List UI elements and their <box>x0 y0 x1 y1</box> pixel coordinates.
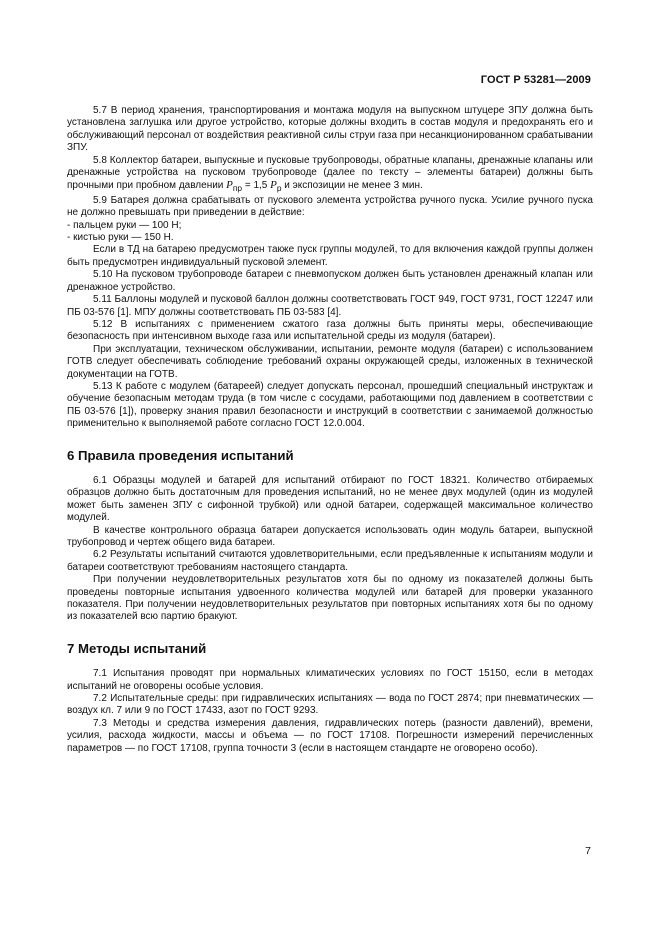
paragraph: 5.11 Баллоны модулей и пусковой баллон должны соответствовать ГОСТ 949, ГОСТ 9731, ГОСТ 12247 или ПБ 03-576 [1]. МПУ должны соответствовать ПБ 03-583 [4]. <box>67 294 593 318</box>
paragraph: 6.1 Образцы модулей и батарей для испытаний отбирают по ГОСТ 18321. Количество отбираемых образцов должно быть достаточным для проведения испытаний, но не менее двух модулей (один из модулей может быть заменен ЗПУ с сифонной трубкой) или одной батареи, содержащей максимальное количество модулей. <box>67 474 593 524</box>
paragraph: 5.9 Батарея должна срабатывать от пускового элемента устройства ручного пуска. Усилие ручного пуска не должно превышать при приведении в действие: <box>67 194 593 219</box>
paragraph: 5.10 На пусковом трубопроводе батареи с пневмопуском должен быть установлен дренажный клапан или дренажное устройство. <box>67 269 593 293</box>
var-p: Р <box>270 179 277 192</box>
list-item: - кистью руки — 150 Н. <box>67 232 174 244</box>
paragraph: 7.1 Испытания проводят при нормальных климатических условиях по ГОСТ 15150, если в методах испытаний не оговорены особые условия. <box>67 668 593 692</box>
paragraph: Если в ТД на батарею предусмотрен также пуск группы модулей, то для включения каждой группы должен быть предусмотрен индивидуальный пусковой элемент. <box>67 244 593 268</box>
paragraph: При получении неудовлетворительных результатов хотя бы по одному из показателей должны быть проведены повторные испытания удвоенного количества модулей или батарей для проверки указанного показателя. При получении неудовлетворительных результатов при повторных испытаниях хотя бы по одному из показателей всю партию бракуют. <box>67 574 593 623</box>
p58-after: и экспозиции не менее 3 мин. <box>281 180 423 192</box>
document-body <box>67 105 593 755</box>
paragraph: 7.2 Испытательные среды: при гидравлических испытаниях — вода по ГОСТ 2874; при пневматических — воздух кл. 7 или 9 по ГОСТ 17433, азот по ГОСТ 9293. <box>67 693 593 717</box>
paragraph: 5.13 К работе с модулем (батареей) следует допускать персонал, прошедший специальный инструктаж и обучение безопасным методам труда (в том числе с сосудами, работающими под давлением в соответствии с ПБ 03-576 [1]), проверку знания правил безопасности и инструкций в соответствии с занимаемой должностью применительно к выполняемой работе согласно ГОСТ 12.0.004. <box>67 380 593 430</box>
sub-pr: пр <box>232 183 243 194</box>
paragraph: 5.12 В испытаниях с применением сжатого газа должны быть приняты меры, обеспечивающие безопасность при интенсивном выходе газа или испытательной среды из модуля (батареи). <box>67 318 593 343</box>
page-number: 7 <box>585 845 591 857</box>
paragraph-5-8 <box>67 155 593 195</box>
section-6-heading: 6 Правила проведения испытаний <box>67 447 294 463</box>
paragraph: При эксплуатации, техническом обслуживании, испытании, ремонте модуля (батареи) с использованием ГОТВ следует обеспечивать соблюдение требований охраны окружающей среды, изложенных в технической документации на ГОТВ. <box>67 343 593 380</box>
paragraph: 5.7 В период хранения, транспортирования и монтажа модуля на выпускном штуцере ЗПУ должна быть установлена заглушка или другое устройство, которые должны входить в состав модуля и предохранять его и обслуживающий персонал от воздействия реактивной силы струи газа при несанкционированном срабатывании ЗПУ. <box>67 105 593 154</box>
paragraph: В качестве контрольного образца батареи допускается использовать один модуль батареи, выпускной трубопровод и чертеж общего вида батареи. <box>67 524 593 548</box>
p58-mid: = 1,5 <box>242 180 271 192</box>
p58-before: 5.8 Коллектор батареи, выпускные и пусковые трубопроводы, обратные клапаны, дренажные клапаны или дренажные устройства на пусковом трубопроводе (далее по тексту – элементы батареи) должны быть прочными при пробном давлении <box>67 154 593 192</box>
document-header: ГОСТ Р 53281—2009 <box>480 74 591 86</box>
sub-r: р <box>276 183 282 194</box>
paragraph: 7.3 Методы и средства измерения давления, гидравлических потерь (разности давлений), времени, усилия, расхода жидкости, массы и объема — по ГОСТ 17108. Погрешности измерений перечисленных параметров — по ГОСТ 17108, группа точности 3 (если в настоящем стандарте не оговорено особо). <box>67 717 593 754</box>
paragraph: 6.2 Результаты испытаний считаются удовлетворительными, если предъявленные к испытаниям модули и батареи соответствуют требованиям настоящего стандарта. <box>67 549 593 573</box>
section-7-heading: 7 Методы испытаний <box>67 640 207 656</box>
list-item: - пальцем руки — 100 Н; <box>67 219 182 231</box>
var-p: Р <box>226 179 233 192</box>
